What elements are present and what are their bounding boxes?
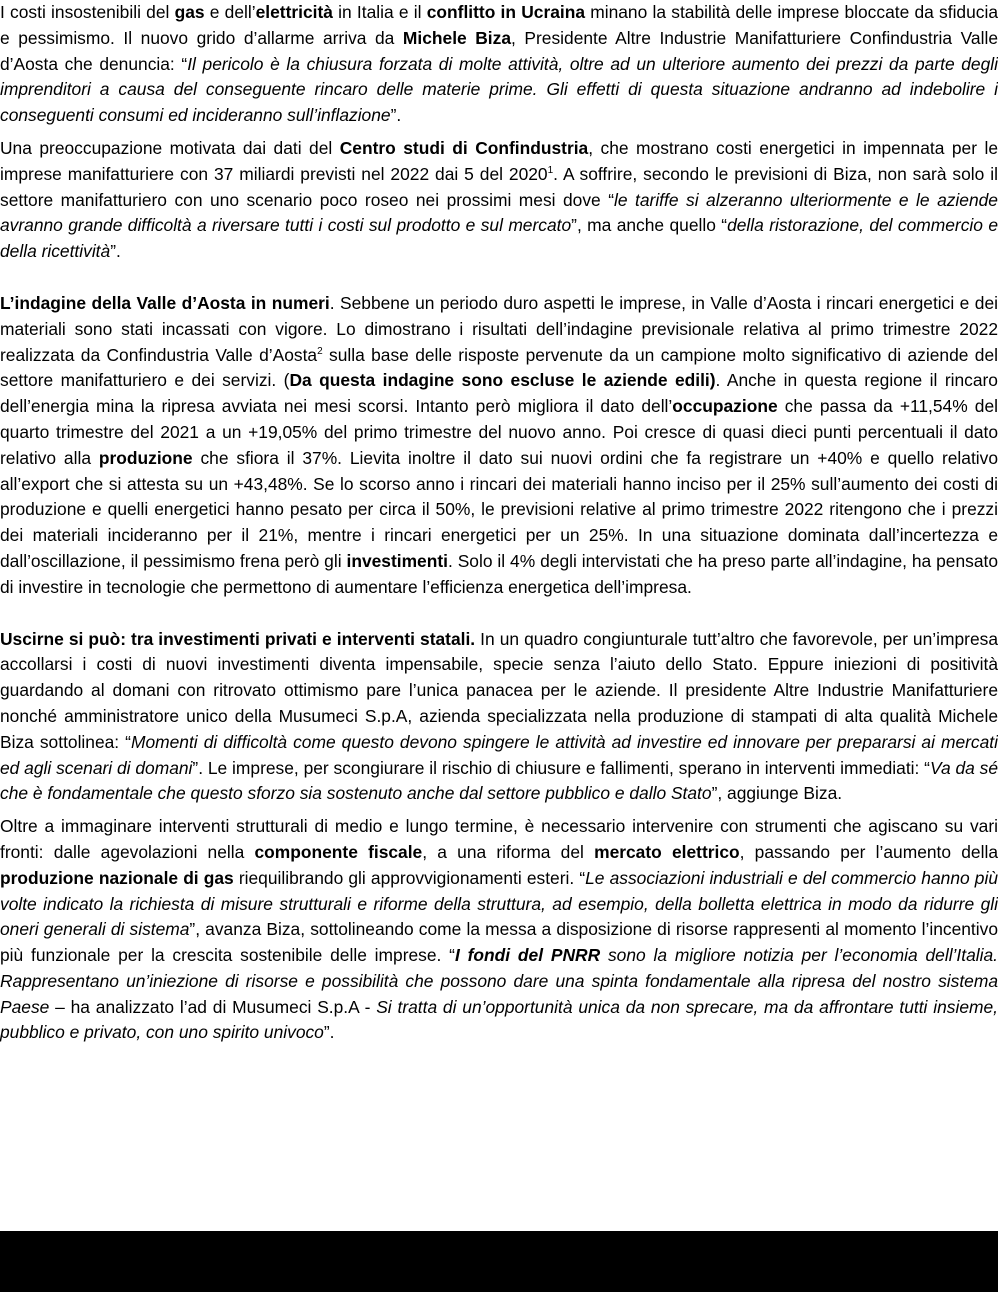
text-run: I costi insostenibili del: [0, 2, 175, 22]
bold-text: I fondi del PNRR: [454, 945, 601, 966]
quote-text: Va da sé che è fondamentale che questo sforzo sia sostenuto anche dal settore pubblico e dallo Stato: [0, 757, 998, 804]
text-run: . Anche in questa regione il rincaro dell’energia mina la ripresa avviata nei mesi scorsi. Intanto però migliora il dato dell’: [0, 370, 998, 417]
bold-text: Centro studi di Confindustria: [339, 137, 589, 158]
text-run: , Presidente Altre Industrie Manifatturiere Confindustria Valle d’Aosta che denuncia: “: [0, 27, 998, 74]
footnote-ref: 1: [547, 164, 554, 176]
bold-text: investimenti: [346, 550, 448, 571]
paragraph-interventi: [0, 814, 998, 1046]
quote-text: Le associazioni industriali e del commercio hanno più volte indicato la richiesta di misure strutturali e riforme della struttura, ad esempio, della bolletta elettrica in modo da ridurre gli oneri generali di sistema: [0, 867, 998, 940]
bold-text: L’indagine della Valle d’Aosta in numeri: [0, 292, 330, 313]
text-run: Una preoccupazione motivata dai dati del: [0, 137, 340, 158]
bold-text: Uscirne si può: tra investimenti privati e interventi statali.: [0, 628, 476, 649]
bold-text: Da questa indagine sono escluse le aziende edili): [289, 370, 716, 391]
text-run: ”.: [323, 1022, 335, 1043]
text-run: ”, avanza Biza, sottolineando come la messa a disposizione di risorse rappresenti al momento l’incentivo più funzionale per la crescita sostenibile delle imprese. “: [0, 919, 998, 966]
bold-text: occupazione: [672, 396, 778, 417]
bottom-black-bar: [0, 1231, 998, 1292]
text-run: . Solo il 4% degli intervistati che ha preso parte all’indagine, ha pensato di investire in tecnologie che permettono di aumentare l’efficienza energetica dell’impresa.: [0, 550, 998, 597]
text-run: sulla base delle risposte pervenute da un campione molto significativo di aziende del settore manifatturiero e dei servizi. (: [0, 344, 998, 391]
text-run: in Italia e il: [332, 2, 427, 22]
text-run: riequilibrando gli approvvigionamenti esteri. “: [233, 867, 586, 888]
paragraph-investimenti: [0, 627, 998, 808]
quote-text: della ristorazione, del commercio e della ricettività: [0, 215, 998, 262]
text-run: ”.: [110, 241, 121, 262]
text-run: , passando per l’aumento della: [739, 841, 998, 862]
text-run: minano la stabilità delle imprese bloccate da sfiducia e pessimismo. Il nuovo grido d’allarme arriva da: [0, 2, 998, 48]
text-run: che sfiora il 37%. Lievita inoltre il dato sui nuovi ordini che fa registrare un +40% e quello relativo all’export che si attesta su un +43,48%. Se lo scorso anno i rincari dei materiali hanno inciso per il 25% sull’aumento dei costi di produzione e quelli energetici hanno pesato per circa il 50%, le previsioni relative al primo trimestre 2022 ritengono che i prezzi dei materiali incideranno per il 21%, mentre i rincari energetici per un 25%. In una situazione dominata dall’incertezza e dall’oscillazione, il pessimismo frena però gli: [0, 447, 998, 571]
text-run: ”, aggiunge Biza.: [711, 783, 843, 804]
bold-text: mercato elettrico: [594, 841, 740, 862]
text-run: . A soffrire, secondo le previsioni di Biza, non sarà solo il settore manifatturiero con uno scenario poco roseo nei prossimi mesi dove “: [0, 163, 998, 210]
footnote-ref: 2: [317, 345, 323, 357]
text-run: . Sebbene un periodo duro aspetti le imprese, in Valle d’Aosta i rincari energetici e dei materiali sono stati incassati con vigore. Lo dimostrano i risultati dell’indagine previsionale relativa al primo trimestre 2022 realizzata da Confindustria Valle d’Aosta: [0, 292, 998, 365]
bold-text: gas: [174, 2, 205, 22]
bold-text: produzione: [98, 447, 193, 468]
quote-text: Momenti di difficoltà come questo devono spingere le attività ad investire ed innovare per prepararsi ai mercati ed agli scenari di domani: [0, 731, 998, 778]
quote-text: Si tratta di un’opportunità unica da non sprecare, ma da affrontare tutti insieme, pubblico e privato, con uno spirito univoco: [0, 996, 998, 1043]
text-run: , a una riforma del: [422, 841, 595, 862]
text-run: In un quadro congiunturale tutt’altro che favorevole, per un’impresa accollarsi i costi di nuovi investimenti diventa impensabile, specie senza l’aiuto dello Stato. Eppure iniezioni di positività guardando al domani con ritrovato ottimismo pare l’unica panacea per le aziende. Il presidente Altre Industrie Manifatturiere nonché amministratore unico della Musumeci S.p.A, azienda specializzata nella produzione di stampati di alta qualità Michele Biza sottolinea: “: [0, 628, 998, 752]
paragraph-indagine: [0, 291, 998, 601]
bold-text: Michele Biza: [402, 27, 512, 48]
text-run: ”, ma anche quello “: [571, 215, 728, 236]
text-run: ”.: [390, 105, 402, 126]
text-run: ”. Le imprese, per scongiurare il rischio di chiusure e fallimenti, sperano in interventi immediati: “: [192, 757, 930, 778]
bold-text: produzione nazionale di gas: [0, 867, 234, 888]
paragraph-intro: [0, 0, 998, 129]
text-run: Oltre a immaginare interventi strutturali di medio e lungo termine, è necessario intervenire con strumenti che agiscano su vari fronti: dalle agevolazioni nella: [0, 816, 998, 862]
quote-text: le tariffe si alzeranno ulteriormente e le aziende avranno grande difficoltà a riversare tutti i costi sul prodotto e sul mercato: [0, 189, 998, 236]
quote-text: sono la migliore notizia per l’economia dell’Italia. Rappresentano un’iniezione di risorse e possibilità che possono dare una spinta fondamentale alla ripresa del nostro sistema Paese: [0, 945, 998, 1017]
paragraph-centro-studi: [0, 136, 998, 265]
quote-text: Il pericolo è la chiusura forzata di molte attività, oltre ad un ulteriore aumento dei prezzi da parte degli imprenditori a causa del conseguente rincaro delle materie prime. Gli effetti di questa situazione andranno ad indebolire i conseguenti consumi ed incideranno sull’inflazione: [0, 53, 998, 126]
bold-text: componente fiscale: [254, 841, 423, 862]
text-run: – ha analizzato l’ad di Musumeci S.p.A -: [49, 996, 377, 1017]
text-run: , che mostrano costi energetici in impennata per le imprese manifatturiere con 37 miliardi previsti nel 2022 dai 5 del 2020: [0, 137, 998, 184]
bold-text: elettricità: [255, 2, 333, 22]
text-run: che passa da +11,54% del quarto trimestre del 2021 a un +19,05% del primo trimestre del nuovo anno. Poi cresce di quasi dieci punti percentuali il dato relativo alla: [0, 396, 998, 468]
bold-text: conflitto in Ucraina: [426, 2, 586, 22]
text-run: e dell’: [204, 2, 256, 22]
